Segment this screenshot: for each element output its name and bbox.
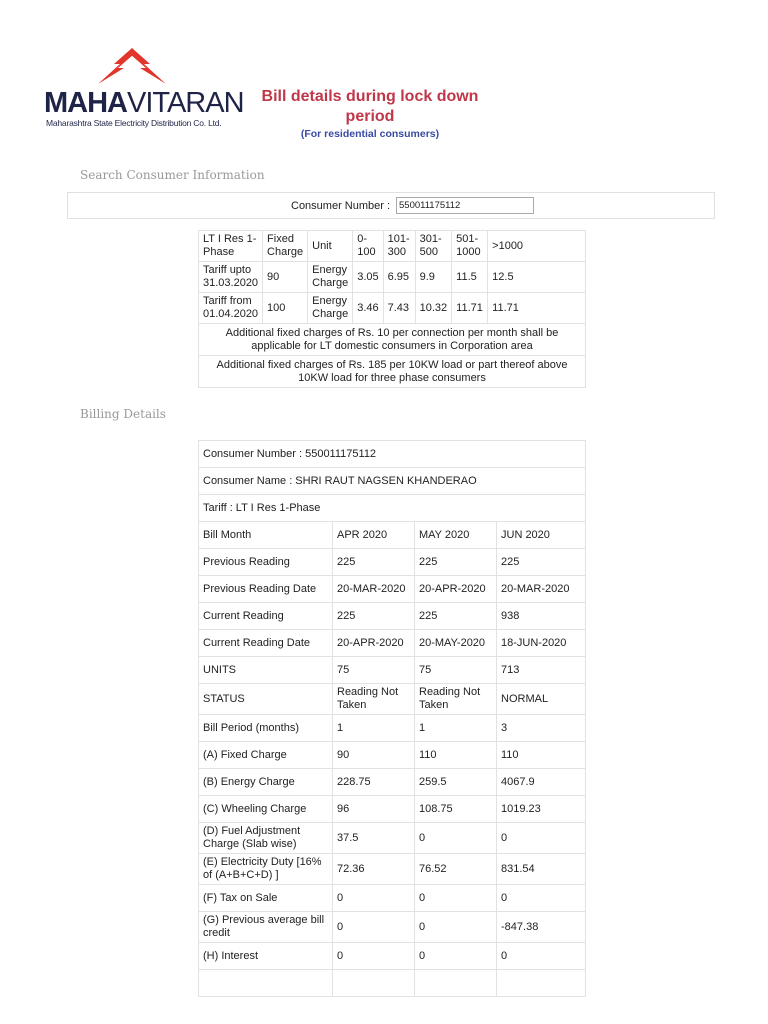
billing-value-cell: 938 (497, 603, 586, 630)
billing-value-cell: 4067.9 (497, 769, 586, 796)
billing-label-cell: Previous Reading Date (199, 576, 333, 603)
billing-label-cell: Previous Reading (199, 549, 333, 576)
tariff-cell: 11.71 (488, 293, 586, 324)
tariff-header-cell: Unit (308, 231, 353, 262)
billing-value-cell: -847.38 (497, 912, 586, 943)
consumer-number-cell: Consumer Number : 550011175112 (199, 441, 586, 468)
billing-value-cell: 0 (415, 885, 497, 912)
tariff-header-cell: Fixed Charge (263, 231, 308, 262)
tariff-cell: 100 (263, 293, 308, 324)
billing-value-cell: 20-APR-2020 (415, 576, 497, 603)
tariff-row (199, 293, 586, 324)
consumer-name-cell: Consumer Name : SHRI RAUT NAGSEN KHANDERAO (199, 468, 586, 495)
billing-value-cell: 3 (497, 715, 586, 742)
tariff-cell: 11.71 (452, 293, 488, 324)
billing-value-cell: 75 (333, 657, 415, 684)
billing-value-cell: 713 (497, 657, 586, 684)
billing-value-cell: 72.36 (333, 854, 415, 885)
billing-value-cell: Reading Not Taken (415, 684, 497, 715)
billing-value-cell (415, 970, 497, 997)
billing-label-cell: (G) Previous average bill credit (199, 912, 333, 943)
table-row (199, 823, 586, 854)
table-row (199, 630, 586, 657)
tariff-cell: Tariff : LT I Res 1-Phase (199, 495, 586, 522)
tariff-cell: 3.05 (353, 262, 383, 293)
table-row (199, 684, 586, 715)
table-row (199, 943, 586, 970)
billing-value-cell: 0 (497, 823, 586, 854)
table-row (199, 522, 586, 549)
billing-value-cell: 0 (415, 943, 497, 970)
table-row (199, 742, 586, 769)
billing-value-cell: 0 (333, 912, 415, 943)
table-row (199, 576, 586, 603)
billing-value-cell: 75 (415, 657, 497, 684)
billing-label-cell: (F) Tax on Sale (199, 885, 333, 912)
billing-value-cell: 831.54 (497, 854, 586, 885)
page-title: Bill details during lock down period (261, 88, 479, 125)
billing-value-cell: 0 (497, 943, 586, 970)
billing-value-cell: Reading Not Taken (333, 684, 415, 715)
table-row (199, 854, 586, 885)
table-row (199, 796, 586, 823)
billing-value-cell: 20-MAY-2020 (415, 630, 497, 657)
tariff-cell: Energy Charge (308, 262, 353, 293)
billing-label-cell: Bill Month (199, 522, 333, 549)
tariff-cell: 90 (263, 262, 308, 293)
billing-value-cell: 20-APR-2020 (333, 630, 415, 657)
tariff-cell: 10.32 (415, 293, 452, 324)
billing-value-cell: 0 (415, 823, 497, 854)
billing-label-cell: (E) Electricity Duty [16% of (A+B+C+D) ] (199, 854, 333, 885)
tariff-cell: 7.43 (383, 293, 415, 324)
tariff-cell: 6.95 (383, 262, 415, 293)
table-row (199, 970, 586, 997)
mahavitaran-logo (44, 46, 244, 130)
consumer-number-input[interactable] (396, 197, 534, 214)
tariff-note-row (199, 324, 586, 356)
tariff-header-cell: 501-1000 (452, 231, 488, 262)
tariff-table (198, 230, 586, 388)
billing-value-cell (333, 970, 415, 997)
billing-label-cell: Current Reading (199, 603, 333, 630)
table-row (199, 715, 586, 742)
billing-label-cell: (A) Fixed Charge (199, 742, 333, 769)
billing-label-cell (199, 970, 333, 997)
billing-value-cell: APR 2020 (333, 522, 415, 549)
billing-value-cell: 18-JUN-2020 (497, 630, 586, 657)
table-row (199, 603, 586, 630)
billing-label-cell: Current Reading Date (199, 630, 333, 657)
billing-value-cell: 1019.23 (497, 796, 586, 823)
billing-rows (199, 522, 586, 997)
table-row (199, 495, 586, 522)
billing-value-cell: 110 (415, 742, 497, 769)
table-row (199, 885, 586, 912)
billing-value-cell: 20-MAR-2020 (333, 576, 415, 603)
billing-value-cell: 0 (415, 912, 497, 943)
billing-value-cell: 37.5 (333, 823, 415, 854)
table-row (199, 769, 586, 796)
brand-name (44, 88, 244, 118)
tariff-cell: 3.46 (353, 293, 383, 324)
tariff-note: Additional fixed charges of Rs. 10 per connection per month shall be applicable for LT domestic consumers in Corporation area (199, 324, 586, 356)
table-row (199, 657, 586, 684)
billing-value-cell: JUN 2020 (497, 522, 586, 549)
billing-value-cell: NORMAL (497, 684, 586, 715)
billing-value-cell: 108.75 (415, 796, 497, 823)
billing-value-cell: 225 (333, 549, 415, 576)
tariff-cell: Energy Charge (308, 293, 353, 324)
billing-label-cell: (D) Fuel Adjustment Charge (Slab wise) (199, 823, 333, 854)
search-heading: Search Consumer Information (80, 168, 265, 182)
tariff-cell: 9.9 (415, 262, 452, 293)
billing-label-cell: (C) Wheeling Charge (199, 796, 333, 823)
billing-value-cell: 110 (497, 742, 586, 769)
tariff-header-cell: 0-100 (353, 231, 383, 262)
billing-value-cell (497, 970, 586, 997)
table-row (199, 441, 586, 468)
brand-name-bold: MAHA (44, 87, 127, 119)
billing-value-cell: 225 (333, 603, 415, 630)
billing-value-cell: 225 (415, 603, 497, 630)
billing-label-cell: (B) Energy Charge (199, 769, 333, 796)
tariff-note-row (199, 356, 586, 388)
tariff-cell: 12.5 (488, 262, 586, 293)
billing-label-cell: Bill Period (months) (199, 715, 333, 742)
billing-value-cell: 0 (497, 885, 586, 912)
tariff-header-row (199, 231, 586, 262)
billing-value-cell: 1 (415, 715, 497, 742)
billing-value-cell: 90 (333, 742, 415, 769)
page-subtitle: (For residential consumers) (300, 128, 440, 140)
table-row (199, 549, 586, 576)
billing-value-cell: 228.75 (333, 769, 415, 796)
search-panel (67, 192, 715, 219)
table-row (199, 912, 586, 943)
billing-value-cell: 1 (333, 715, 415, 742)
table-row (199, 468, 586, 495)
billing-value-cell: 0 (333, 943, 415, 970)
tariff-row (199, 262, 586, 293)
billing-value-cell: 225 (415, 549, 497, 576)
tariff-cell: 11.5 (452, 262, 488, 293)
tariff-note: Additional fixed charges of Rs. 185 per 10KW load or part thereof above 10KW load for three phase consumers (199, 356, 586, 388)
billing-value-cell: MAY 2020 (415, 522, 497, 549)
brand-name-light: VITARAN (127, 87, 244, 119)
billing-value-cell: 96 (333, 796, 415, 823)
tariff-cell: Tariff upto 31.03.2020 (199, 262, 263, 293)
tariff-header-cell: 301-500 (415, 231, 452, 262)
tariff-cell: Tariff from 01.04.2020 (199, 293, 263, 324)
brand-subtitle: Maharashtra State Electricity Distribution Co. Ltd. (46, 118, 222, 128)
tariff-header-cell: LT I Res 1-Phase (199, 231, 263, 262)
billing-value-cell: 225 (497, 549, 586, 576)
billing-value-cell: 20-MAR-2020 (497, 576, 586, 603)
tariff-header-cell: 101-300 (383, 231, 415, 262)
billing-value-cell: 259.5 (415, 769, 497, 796)
billing-value-cell: 0 (333, 885, 415, 912)
billing-label-cell: (H) Interest (199, 943, 333, 970)
lightning-bolt-icon (94, 46, 170, 90)
billing-value-cell: 76.52 (415, 854, 497, 885)
billing-label-cell: UNITS (199, 657, 333, 684)
billing-label-cell: STATUS (199, 684, 333, 715)
tariff-header-cell: >1000 (488, 231, 586, 262)
billing-heading: Billing Details (80, 407, 166, 421)
consumer-number-label: Consumer Number : (291, 200, 391, 212)
billing-table (198, 440, 586, 997)
